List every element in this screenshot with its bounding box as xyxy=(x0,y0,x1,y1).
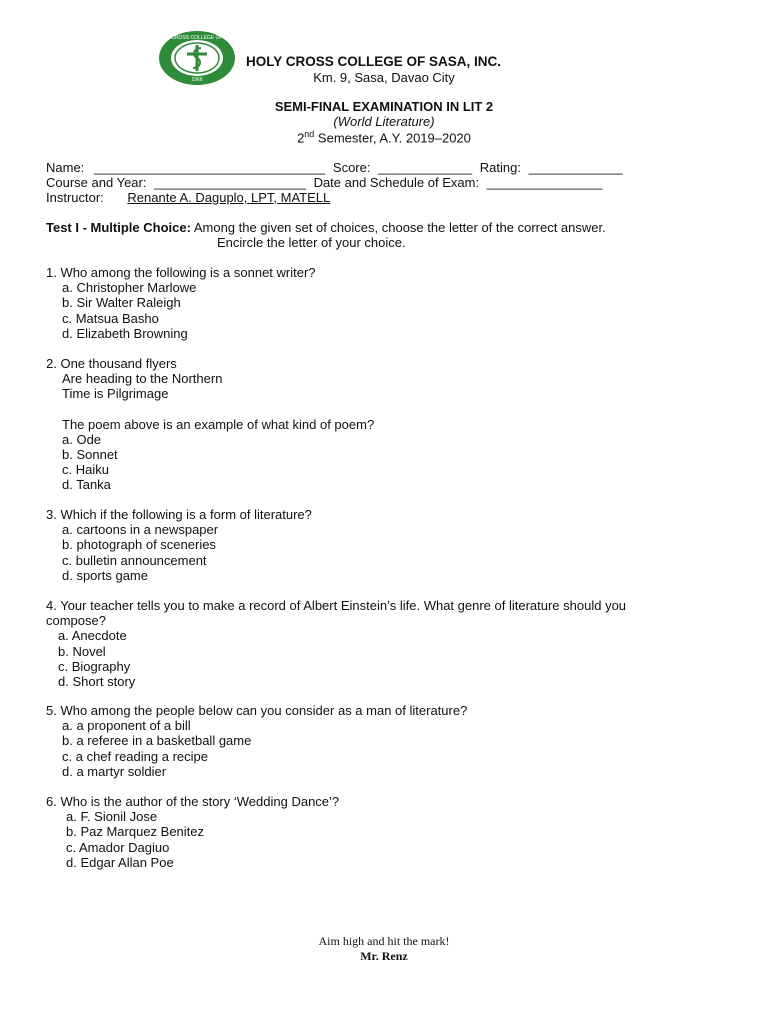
question-stem: 4. Your teacher tells you to make a record of Albert Einstein’s life. What genre of literature should you xyxy=(46,598,627,613)
semester-superscript: nd xyxy=(304,129,315,139)
choice: c. Matsua Basho xyxy=(62,310,159,326)
choice: b. Sonnet xyxy=(62,447,118,463)
test-heading: Test I - Multiple Choice: xyxy=(46,220,191,235)
choice: a. Anecdote xyxy=(58,628,127,644)
semester-line xyxy=(0,129,768,145)
name-row xyxy=(46,160,623,175)
instructor-label: Instructor: xyxy=(46,190,104,205)
choice: c. a chef reading a recipe xyxy=(62,748,208,764)
date-label: Date and Schedule of Exam: xyxy=(313,175,480,190)
choice: c. Biography xyxy=(58,658,131,674)
question-stem: 3. Which if the following is a form of literature? xyxy=(46,507,312,522)
poem-line: Time is Pilgrimage xyxy=(62,386,169,402)
choice: b. photograph of sceneries xyxy=(62,537,216,553)
school-name: HOLY CROSS COLLEGE OF SASA, INC. xyxy=(246,54,502,69)
school-address: Km. 9, Sasa, Davao City xyxy=(313,70,455,85)
rating-blank: _____________ xyxy=(528,160,623,175)
instruction-line-1: Among the given set of choices, choose the letter of the correct answer. xyxy=(193,220,606,235)
logo-year: 1966 xyxy=(191,77,203,83)
choice: d. Elizabeth Browning xyxy=(62,325,188,341)
instruction-line-2: Encircle the letter of your choice. xyxy=(217,235,406,250)
name-blank: ________________________________ xyxy=(93,160,326,175)
logo-lettering: HOLY CROSS COLLEGE OF SASA xyxy=(157,35,237,41)
choice: b. Novel xyxy=(58,643,106,659)
choice: c. Haiku xyxy=(62,462,109,478)
choice: a. cartoons in a newspaper xyxy=(62,522,219,538)
instructor-name: Renante A. Daguplo, LPT, MATELL xyxy=(127,190,331,205)
course-row xyxy=(46,175,602,190)
question-stem: 2. One thousand flyers xyxy=(46,356,177,371)
choice: a. F. Sionil Jose xyxy=(66,809,158,825)
course-blank: _____________________ xyxy=(154,175,306,190)
choice: d. Short story xyxy=(58,674,136,690)
choice: b. Paz Marquez Benitez xyxy=(66,824,205,840)
footer-signature: Mr. Renz xyxy=(360,949,408,963)
test-instructions xyxy=(46,220,606,235)
question-prompt: The poem above is an example of what kind of poem? xyxy=(62,416,375,432)
question-stem-continued: compose? xyxy=(46,613,106,629)
semester-text: Semester, A.Y. 2019–2020 xyxy=(314,130,471,146)
semester-number: 2 xyxy=(297,130,305,146)
name-label: Name: xyxy=(46,160,85,175)
question-5 xyxy=(46,703,467,779)
question-stem: 1. Who among the following is a sonnet writer? xyxy=(46,265,316,280)
score-label: Score: xyxy=(332,160,371,175)
choice: d. a martyr soldier xyxy=(62,763,167,779)
choice: a. Christopher Marlowe xyxy=(62,280,197,296)
choice: d. Edgar Allan Poe xyxy=(66,854,174,870)
choice: a. a proponent of a bill xyxy=(62,718,191,734)
choice: b. Sir Walter Raleigh xyxy=(62,295,181,311)
rating-label: Rating: xyxy=(479,160,521,175)
choice: d. Tanka xyxy=(62,477,111,493)
question-6 xyxy=(46,794,339,870)
question-stem: 5. Who among the people below can you consider as a man of literature? xyxy=(46,703,468,718)
question-stem: 6. Who is the author of the story ‘Wedding Dance’? xyxy=(46,794,340,809)
question-3 xyxy=(46,507,312,583)
poem-line: Are heading to the Northern xyxy=(62,371,223,387)
exam-title: SEMI-FINAL EXAMINATION IN LIT 2 xyxy=(274,99,494,114)
question-4 xyxy=(46,598,626,689)
question-1 xyxy=(46,265,316,341)
choice: d. sports game xyxy=(62,567,148,583)
instructor-row xyxy=(46,190,330,205)
choice: b. a referee in a basketball game xyxy=(62,733,252,749)
score-blank: _____________ xyxy=(378,160,473,175)
question-2 xyxy=(46,356,374,493)
exam-subtitle: (World Literature) xyxy=(333,114,435,129)
date-blank: ________________ xyxy=(486,175,603,190)
course-label: Course and Year: xyxy=(46,175,147,190)
choice: c. bulletin announcement xyxy=(62,552,207,568)
choice: c. Amador Dagiuo xyxy=(66,839,170,855)
choice: a. Ode xyxy=(62,431,102,447)
footer-motto: Aim high and hit the mark! xyxy=(318,934,450,948)
